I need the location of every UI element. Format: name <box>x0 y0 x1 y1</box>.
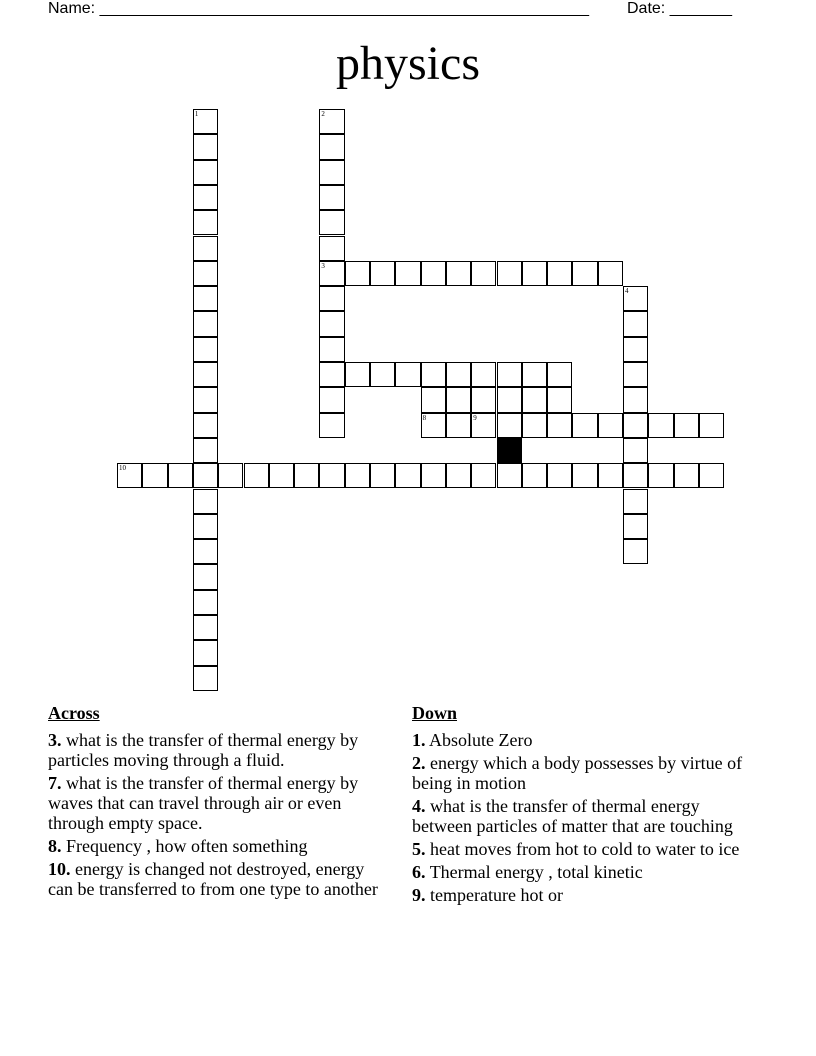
clue-across-8: 8. Frequency , how often something <box>48 836 308 856</box>
clue-number: 8 <box>422 413 427 422</box>
grid-cell[interactable] <box>193 286 218 311</box>
grid-cell[interactable] <box>193 463 218 488</box>
grid-cell[interactable] <box>699 463 724 488</box>
clue-number: 3 <box>321 261 325 270</box>
grid-cell[interactable] <box>522 413 547 438</box>
grid-cell[interactable] <box>193 261 218 286</box>
grid-cell[interactable] <box>319 413 344 438</box>
grid-cell[interactable] <box>193 564 218 589</box>
grid-cell[interactable] <box>193 185 218 210</box>
grid-cell[interactable] <box>623 489 648 514</box>
grid-cell[interactable] <box>244 463 269 488</box>
grid-cell[interactable] <box>446 387 471 412</box>
grid-cell[interactable] <box>345 362 370 387</box>
grid-cell[interactable] <box>193 134 218 159</box>
grid-cell[interactable] <box>547 362 572 387</box>
grid-cell[interactable] <box>598 413 623 438</box>
grid-cell[interactable] <box>421 261 446 286</box>
grid-cell[interactable] <box>497 362 522 387</box>
grid-cell[interactable] <box>319 109 344 134</box>
grid-cell[interactable] <box>572 413 597 438</box>
grid-cell[interactable] <box>193 160 218 185</box>
grid-cell[interactable] <box>623 514 648 539</box>
grid-cell[interactable] <box>193 210 218 235</box>
grid-cell[interactable] <box>572 261 597 286</box>
grid-cell[interactable] <box>648 463 673 488</box>
clue-down-1: 1. Absolute Zero <box>412 730 533 750</box>
grid-cell[interactable] <box>193 413 218 438</box>
grid-cell[interactable] <box>319 463 344 488</box>
grid-cell[interactable] <box>193 539 218 564</box>
clue-across-7: 7. what is the transfer of thermal energy by waves that can travel through air or even through empty space. <box>48 773 359 833</box>
grid-cell[interactable] <box>522 387 547 412</box>
down-clues <box>412 702 752 908</box>
grid-cell[interactable] <box>294 463 319 488</box>
grid-cell[interactable] <box>421 463 446 488</box>
grid-cell[interactable] <box>193 514 218 539</box>
grid-cell-black <box>497 438 522 463</box>
grid-cell[interactable] <box>522 362 547 387</box>
grid-cell[interactable] <box>471 413 496 438</box>
grid-cell[interactable] <box>547 413 572 438</box>
grid-cell[interactable] <box>623 539 648 564</box>
grid-cell[interactable] <box>421 387 446 412</box>
grid-cell[interactable] <box>319 236 344 261</box>
grid-cell[interactable] <box>699 413 724 438</box>
grid-cell[interactable] <box>623 438 648 463</box>
grid-cell[interactable] <box>193 109 218 134</box>
grid-cell[interactable] <box>598 463 623 488</box>
grid-cell[interactable] <box>421 413 446 438</box>
grid-cell[interactable] <box>446 362 471 387</box>
grid-cell[interactable] <box>674 463 699 488</box>
grid-cell[interactable] <box>547 387 572 412</box>
grid-cell[interactable] <box>471 387 496 412</box>
grid-cell[interactable] <box>497 463 522 488</box>
grid-cell[interactable] <box>193 362 218 387</box>
grid-cell[interactable] <box>319 362 344 387</box>
grid-cell[interactable] <box>395 261 420 286</box>
grid-cell[interactable] <box>522 261 547 286</box>
grid-cell[interactable] <box>193 387 218 412</box>
grid-cell[interactable] <box>370 463 395 488</box>
grid-cell[interactable] <box>319 134 344 159</box>
clue-number: 10 <box>119 464 126 473</box>
grid-cell[interactable] <box>446 413 471 438</box>
grid-cell[interactable] <box>193 640 218 665</box>
grid-cell[interactable] <box>193 337 218 362</box>
grid-cell[interactable] <box>471 463 496 488</box>
grid-cell[interactable] <box>193 311 218 336</box>
grid-cell[interactable] <box>269 463 294 488</box>
grid-cell[interactable] <box>319 311 344 336</box>
grid-cell[interactable] <box>648 413 673 438</box>
grid-cell[interactable] <box>193 438 218 463</box>
clue-across-3: 3. what is the transfer of thermal energy by particles moving through a fluid. <box>48 730 359 770</box>
grid-cell[interactable] <box>395 463 420 488</box>
grid-cell[interactable] <box>319 185 344 210</box>
clue-number: 9 <box>473 413 477 422</box>
grid-cell[interactable] <box>421 362 446 387</box>
grid-cell[interactable] <box>674 413 699 438</box>
grid-cell[interactable] <box>446 463 471 488</box>
puzzle-title: physics <box>336 37 480 90</box>
grid-cell[interactable] <box>598 261 623 286</box>
grid-cell[interactable] <box>142 463 167 488</box>
clue-down-5: 5. heat moves from hot to cold to water to ice <box>412 839 740 859</box>
grid-cell[interactable] <box>319 261 344 286</box>
grid-cell[interactable] <box>471 362 496 387</box>
crossword-grid <box>117 109 699 692</box>
grid-cell[interactable] <box>446 261 471 286</box>
grid-cell[interactable] <box>319 387 344 412</box>
grid-cell[interactable] <box>623 362 648 387</box>
across-heading: Across <box>48 703 100 723</box>
clue-down-6: 6. Thermal energy , total kinetic <box>412 862 643 882</box>
clue-number: 1 <box>194 110 199 118</box>
grid-cell[interactable] <box>319 286 344 311</box>
clue-down-4: 4. what is the transfer of thermal energy between particles of matter that are touching <box>412 796 733 836</box>
grid-cell[interactable] <box>193 666 218 691</box>
grid-cell[interactable] <box>497 413 522 438</box>
grid-cell[interactable] <box>319 210 344 235</box>
grid-cell[interactable] <box>547 463 572 488</box>
grid-cell[interactable] <box>193 489 218 514</box>
grid-cell[interactable] <box>319 337 344 362</box>
grid-cell[interactable] <box>193 236 218 261</box>
grid-cell[interactable] <box>345 261 370 286</box>
grid-cell[interactable] <box>623 286 648 311</box>
grid-cell[interactable] <box>497 387 522 412</box>
grid-cell[interactable] <box>471 261 496 286</box>
grid-cell[interactable] <box>218 463 243 488</box>
clue-down-2: 2. energy which a body possesses by virtue of being in motion <box>412 753 743 793</box>
grid-cell[interactable] <box>395 362 420 387</box>
grid-cell[interactable] <box>345 463 370 488</box>
across-clues <box>48 702 388 902</box>
grid-cell[interactable] <box>168 463 193 488</box>
down-heading: Down <box>412 703 458 723</box>
grid-cell[interactable] <box>623 337 648 362</box>
clue-number: 4 <box>625 287 629 296</box>
grid-cell[interactable] <box>623 463 648 488</box>
name-line: Name: _______________________________________________________ <box>48 0 589 17</box>
clue-down-9: 9. temperature hot or <box>412 885 563 905</box>
grid-cell[interactable] <box>193 590 218 615</box>
grid-cell[interactable] <box>623 311 648 336</box>
date-line: Date: _______ <box>627 0 732 17</box>
grid-cell[interactable] <box>547 261 572 286</box>
grid-cell[interactable] <box>370 362 395 387</box>
grid-cell[interactable] <box>497 261 522 286</box>
clue-across-10: 10. energy is changed not destroyed, energy can be transferred to from one type to another <box>48 859 378 899</box>
grid-cell[interactable] <box>623 413 648 438</box>
grid-cell[interactable] <box>522 463 547 488</box>
grid-cell[interactable] <box>623 387 648 412</box>
clue-number: 2 <box>321 110 325 118</box>
grid-cell[interactable] <box>193 615 218 640</box>
grid-cell[interactable] <box>319 160 344 185</box>
grid-cell[interactable] <box>370 261 395 286</box>
grid-cell[interactable] <box>117 463 142 488</box>
grid-cell[interactable] <box>572 463 597 488</box>
